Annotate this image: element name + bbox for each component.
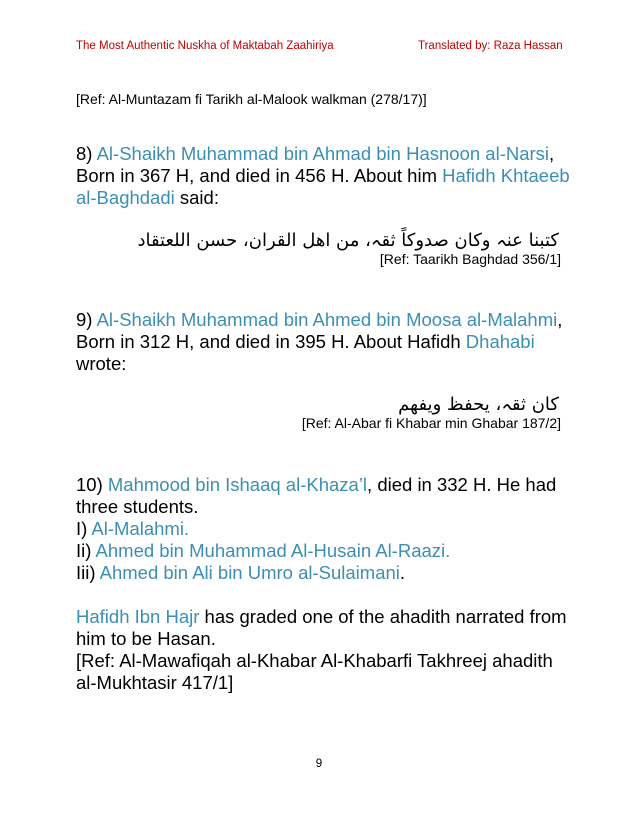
student-3-prefix: Iii) [76, 562, 100, 583]
header-translator: Translated by: Raza Hassan [418, 40, 563, 52]
page-number: 9 [315, 758, 323, 770]
entry-9-scholar: Dhahabi [465, 331, 535, 352]
entry-10-intro [76, 474, 576, 518]
entry-8-comma: , [549, 143, 555, 164]
entry-10-grader: Hafidh Ibn Hajr [76, 606, 200, 627]
entry-8-number: 8) [76, 143, 97, 164]
student-2 [76, 540, 576, 562]
student-3 [76, 562, 576, 584]
entry-9-reference: [Ref: Al-Abar fi Khabar min Ghabar 187/2] [301, 415, 561, 431]
entry-8-scholar: Hafidh Khtaeeb al-Baghdadi [76, 165, 570, 208]
student-1 [76, 518, 576, 540]
entry-9-text: , Born in 312 H, and died in 395 H. About Hafidh [76, 309, 563, 352]
student-3-suffix: . [399, 562, 406, 583]
entry-8-text: Born in 367 H, and died in 456 H. About him [76, 165, 443, 186]
student-1-prefix: I) [76, 518, 92, 539]
entry-10-grade-text: has graded one of the ahadith narrated from him to be Hasan. [76, 606, 567, 649]
entry-9 [76, 309, 576, 375]
entry-8-name: Al-Shaikh Muhammad bin Ahmad bin Hasnoon al-Narsi [96, 143, 550, 164]
entry-10-name: Mahmood bin Ishaaq al-Khaza’l [107, 474, 368, 495]
entry-10-grading [76, 606, 576, 650]
entry-9-text-end: wrote: [76, 353, 127, 374]
entry-10 [76, 474, 576, 694]
entry-8-reference: [Ref: Taarikh Baghdad 356/1] [379, 251, 561, 267]
entry-10-number: 10) [76, 474, 108, 495]
header-title: The Most Authentic Nuskha of Maktabah Zaahiriya [76, 40, 334, 52]
student-2-name: Ahmed bin Muhammad Al-Husain Al-Raazi. [95, 540, 451, 561]
entry-8-arabic-quote: كتبنا عنہ وكان صدوكاً ثقہ، من اهل القران، حسن اللعتقاد [137, 230, 559, 251]
entry-10-reference: [Ref: Al-Mawafiqah al-Khabar Al-Khabarfi Takhreej ahadith al-Mukhtasir 417/1] [76, 650, 553, 693]
student-2-prefix: Ii) [76, 540, 96, 561]
entry-9-number: 9) [76, 309, 97, 330]
entry-10-text: , died in 332 H. He had three students. [76, 474, 557, 517]
student-3-name: Ahmed bin Ali bin Umro al-Sulaimani [99, 562, 400, 583]
entry-9-name: Al-Shaikh Muhammad bin Ahmed bin Moosa al-Malahmi [96, 309, 558, 330]
student-1-name: Al-Malahmi. [91, 518, 190, 539]
entry-8 [76, 143, 576, 209]
top-reference: [Ref: Al-Muntazam fi Tarikh al-Malook walkman (278/17)] [76, 91, 427, 107]
entry-8-text-end: said: [174, 187, 219, 208]
spacer [76, 584, 576, 606]
entry-9-arabic-quote: كان ثقہ، يحفظ ويفهم [398, 394, 559, 415]
